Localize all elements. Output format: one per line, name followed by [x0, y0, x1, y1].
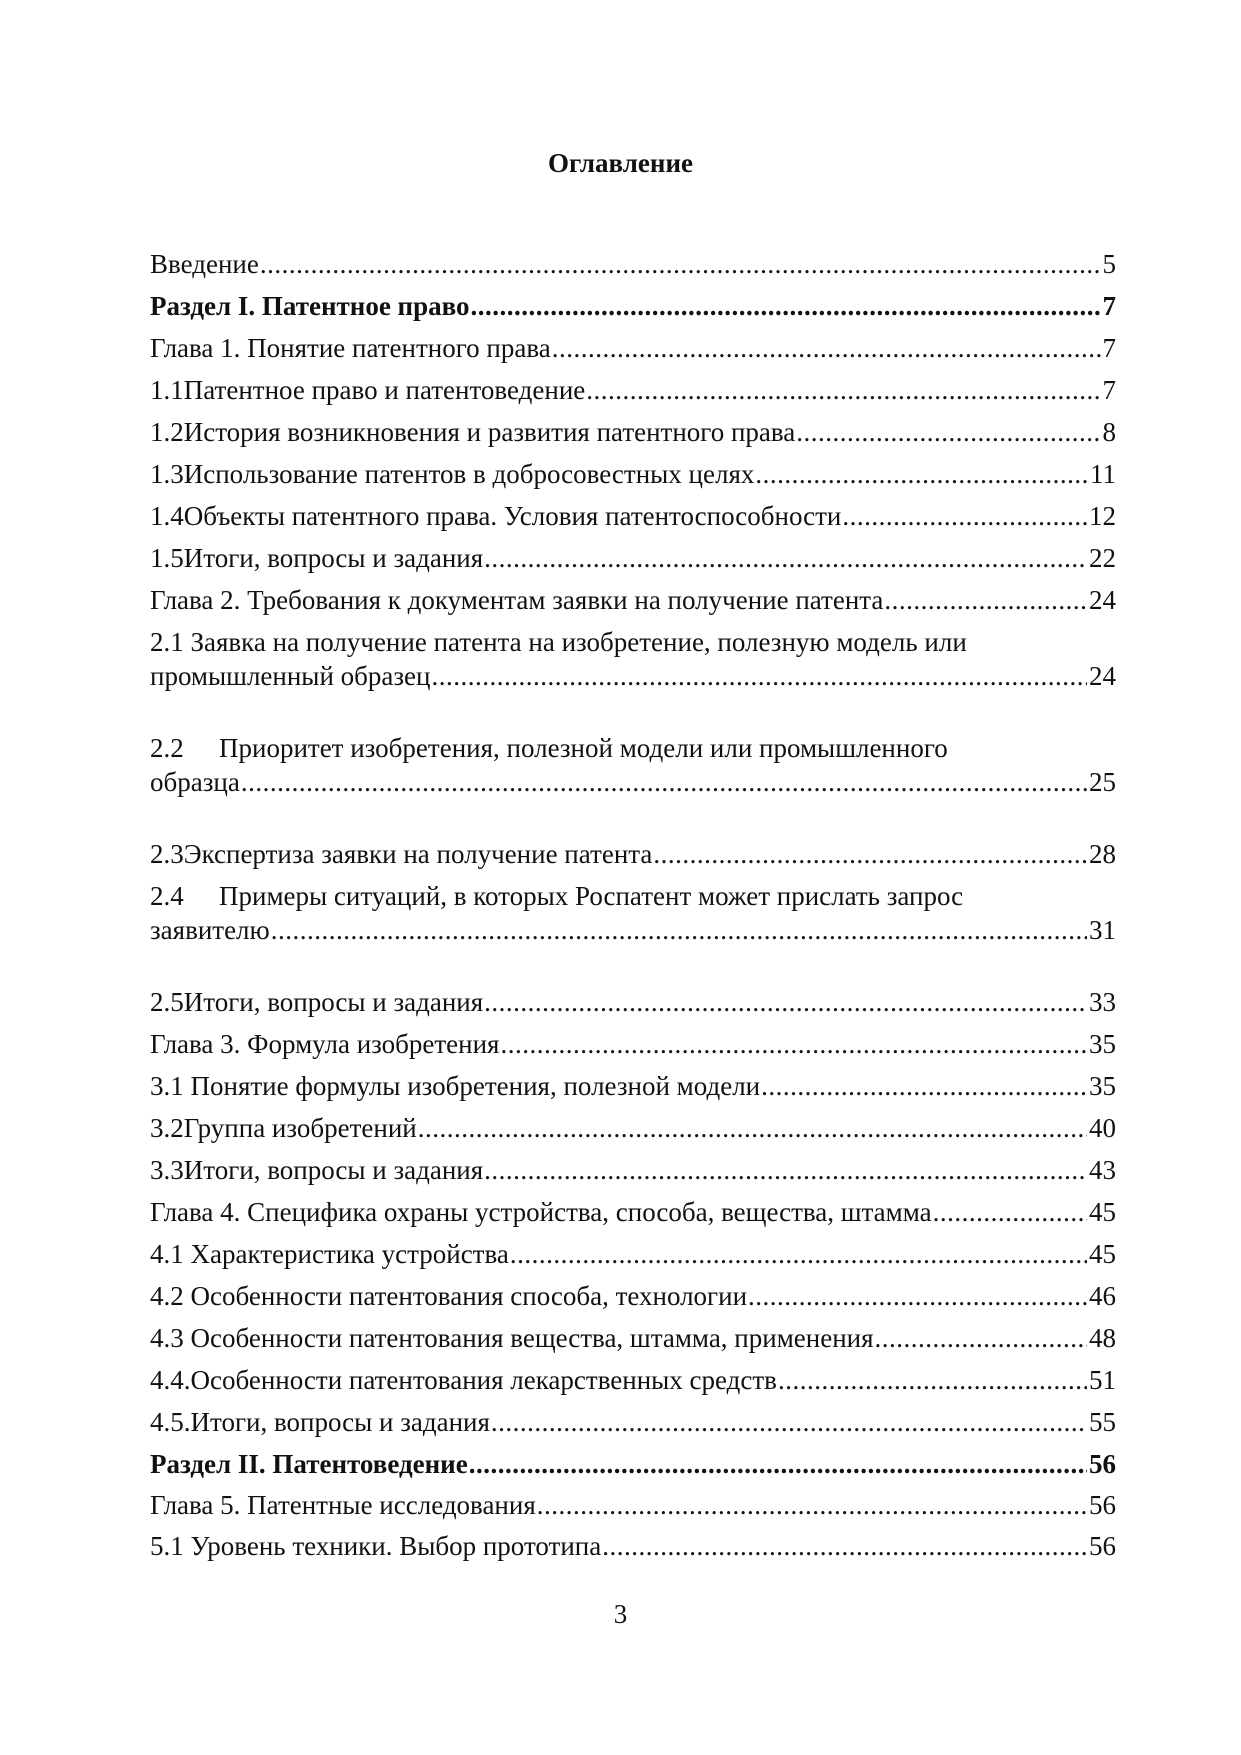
toc-entry	[150, 247, 1116, 281]
toc-entry-line	[150, 373, 1116, 407]
toc-entry-title: Группа изобретений	[183, 1113, 417, 1143]
toc-entry-second-line	[150, 659, 1116, 693]
toc-entry-page: 12	[1089, 501, 1116, 531]
toc-entry-page: 43	[1089, 1155, 1116, 1185]
toc-entry-leader	[537, 1488, 1087, 1522]
toc-entry-line	[150, 1363, 1116, 1397]
toc-entry-leader	[431, 659, 1087, 693]
toc-entry-line	[150, 415, 1116, 449]
toc-entry-leader	[552, 331, 1101, 365]
toc-entry	[150, 583, 1116, 617]
toc-entry-leader	[484, 541, 1087, 575]
toc-entry-page: 25	[1089, 767, 1116, 797]
toc-entry-title: Примеры ситуаций, в которых Роспатент может прислать запрос	[219, 881, 964, 911]
toc-entry-title: Глава 4. Специфика охраны устройства, способа, вещества, штамма	[150, 1197, 932, 1227]
toc-entry-number: 2.2	[150, 733, 184, 763]
toc-entry-page: 7	[1102, 291, 1116, 321]
toc-entry-number: 3.3	[150, 1155, 184, 1185]
toc-entry-leader	[471, 289, 1101, 323]
toc-entry-line	[150, 1027, 1116, 1061]
toc-entry-line	[150, 1488, 1116, 1522]
toc-entry-title: Использование патентов в добросовестных целях	[183, 459, 755, 489]
toc-entry-leader	[761, 1069, 1087, 1103]
toc-entry-title: Итоги, вопросы и задания	[183, 543, 484, 573]
toc-entry-page: 8	[1102, 417, 1116, 447]
toc-entry-leader	[241, 765, 1087, 799]
toc-entry	[150, 837, 1116, 871]
toc-entry-title: Глава 3. Формула изобретения	[150, 1029, 500, 1059]
toc-entry-title: 4.2 Особенности патентования способа, технологии	[150, 1281, 748, 1311]
toc-entry-leader	[510, 1237, 1087, 1271]
toc-entry-line	[150, 1405, 1116, 1439]
toc-entry-first-line	[150, 731, 1116, 765]
toc-entry-leader	[500, 1027, 1087, 1061]
toc-entry-number: 2.5	[150, 987, 184, 1017]
toc-entry-title: Глава 1. Понятие патентного права	[150, 333, 551, 363]
toc-entry	[150, 1069, 1116, 1103]
toc-entry-number: 1.1	[150, 375, 184, 405]
toc-entry-leader	[755, 457, 1088, 491]
toc-entry-line	[150, 1111, 1116, 1145]
page-number: 3	[613, 1599, 628, 1629]
toc-entry-title: Приоритет изобретения, полезной модели или промышленного	[219, 733, 948, 763]
toc-entry-title: Итоги, вопросы и задания	[183, 987, 484, 1017]
toc-entry-title: Раздел I. Патентное право	[150, 291, 470, 321]
toc-entry-leader	[469, 1447, 1087, 1481]
toc-entry-page: 55	[1089, 1407, 1116, 1437]
toc-entry	[150, 879, 1116, 947]
toc-entry	[150, 1195, 1116, 1229]
toc-entry-number: 1.5	[150, 543, 184, 573]
toc-entry-page: 45	[1089, 1197, 1116, 1227]
toc-entry-number: 4.4.	[150, 1365, 191, 1395]
toc-entry	[150, 331, 1116, 365]
toc-entry	[150, 1363, 1116, 1397]
toc-entry-page: 7	[1102, 375, 1116, 405]
toc-entry-line	[150, 1447, 1116, 1481]
toc-entry	[150, 1237, 1116, 1271]
toc-entry-line	[150, 985, 1116, 1019]
toc-entry-title: История возникновения и развития патентного права	[183, 417, 796, 447]
toc-entry-title: 2.1 Заявка на получение патента на изобретение, полезную модель или	[150, 627, 967, 657]
toc-entry	[150, 415, 1116, 449]
toc-entry-page: 45	[1089, 1239, 1116, 1269]
toc-entry-line	[150, 1069, 1116, 1103]
toc-entry-title: Итоги, вопросы и задания	[183, 1155, 484, 1185]
toc-entry-line	[150, 1195, 1116, 1229]
toc-entry-line	[150, 331, 1116, 365]
toc-entry	[150, 289, 1116, 323]
toc-entry-leader	[602, 1529, 1087, 1563]
toc-entry-leader	[748, 1279, 1087, 1313]
toc-entry-leader	[260, 247, 1101, 281]
toc-entry-title: Глава 2. Требования к документам заявки на получение патента	[150, 585, 884, 615]
toc-entry-title: Раздел II. Патентоведение	[150, 1449, 468, 1479]
toc-entry-title: Глава 5. Патентные исследования	[150, 1490, 536, 1520]
toc-entry-leader	[491, 1405, 1087, 1439]
toc-entry-title: 4.1 Характеристика устройства	[150, 1239, 509, 1269]
toc-entry-title-continuation: заявителю	[150, 915, 270, 945]
toc-entry	[150, 1447, 1116, 1481]
toc-entry-title: Введение	[150, 249, 259, 279]
toc-entry-number: 4.5.	[150, 1407, 191, 1437]
toc-entry-line	[150, 1321, 1116, 1355]
toc-entry-line	[150, 499, 1116, 533]
toc-entry-leader	[484, 1153, 1087, 1187]
toc-entry-page: 51	[1089, 1365, 1116, 1395]
toc-entry-page: 7	[1102, 333, 1116, 363]
toc-entry	[150, 1153, 1116, 1187]
toc-entry-line	[150, 1529, 1116, 1563]
toc-entry-line	[150, 1279, 1116, 1313]
toc-entry-leader	[933, 1195, 1087, 1229]
toc-entry-title: Экспертиза заявки на получение патента	[183, 839, 653, 869]
page-title: Оглавление	[548, 148, 693, 178]
toc-entry-title-continuation: промышленный образец	[150, 661, 431, 691]
toc-entry-number: 3.2	[150, 1113, 184, 1143]
toc-entry-leader	[875, 1321, 1087, 1355]
toc-entry-title: Итоги, вопросы и задания	[190, 1407, 490, 1437]
toc-entry-second-line	[150, 765, 1116, 799]
toc-entry-first-line	[150, 879, 1116, 913]
toc-entry	[150, 625, 1116, 693]
toc-entry-page: 22	[1089, 543, 1116, 573]
toc-entry	[150, 457, 1116, 491]
toc-entry-page: 46	[1089, 1281, 1116, 1311]
toc-entry-leader	[653, 837, 1087, 871]
toc-entry-page: 24	[1089, 585, 1116, 615]
toc-entry-line	[150, 289, 1116, 323]
toc-entry-first-line	[150, 625, 1116, 659]
toc-entry	[150, 1321, 1116, 1355]
toc-entry	[150, 985, 1116, 1019]
toc-entry-leader	[271, 913, 1087, 947]
toc-entry-page: 28	[1089, 839, 1116, 869]
toc-entry-leader	[796, 415, 1100, 449]
toc-entry	[150, 1027, 1116, 1061]
toc-entry	[150, 1488, 1116, 1522]
toc-entry	[150, 541, 1116, 575]
toc-entry-number: 2.3	[150, 839, 184, 869]
toc-entry-leader	[842, 499, 1087, 533]
toc-entry-page: 11	[1090, 459, 1116, 489]
toc-entry-second-line	[150, 913, 1116, 947]
toc-entry-number: 1.3	[150, 459, 184, 489]
toc-entry-title: 5.1 Уровень техники. Выбор прототипа	[150, 1531, 602, 1561]
toc-entry-line	[150, 541, 1116, 575]
toc-entry-number: 2.4	[150, 881, 184, 911]
toc-entry-page: 5	[1102, 249, 1116, 279]
toc-entry	[150, 1529, 1116, 1563]
toc-entry-page: 56	[1089, 1490, 1116, 1520]
toc-entry-page: 56	[1089, 1449, 1116, 1479]
toc-entry-page: 56	[1089, 1531, 1116, 1561]
toc-entry-page: 40	[1089, 1113, 1116, 1143]
toc-entry-title-continuation: образца	[150, 767, 240, 797]
toc-entry-number: 1.2	[150, 417, 184, 447]
toc-entry-leader	[884, 583, 1087, 617]
toc-entry-line	[150, 837, 1116, 871]
toc-entry	[150, 1111, 1116, 1145]
toc-entry-leader	[418, 1111, 1087, 1145]
toc-entry-title: 4.3 Особенности патентования вещества, штамма, применения	[150, 1323, 874, 1353]
toc-entry-line	[150, 583, 1116, 617]
toc-entry-page: 48	[1089, 1323, 1116, 1353]
toc-entry-title: Объекты патентного права. Условия патентоспособности	[183, 501, 842, 531]
toc-entry-title: Патентное право и патентоведение	[183, 375, 586, 405]
toc-entry	[150, 1405, 1116, 1439]
toc-entry-number: 1.4	[150, 501, 184, 531]
toc-entry-line	[150, 1153, 1116, 1187]
toc-entry-leader	[586, 373, 1100, 407]
toc-entry	[150, 499, 1116, 533]
toc-entry-line	[150, 1237, 1116, 1271]
toc-entry-line	[150, 457, 1116, 491]
toc-entry	[150, 373, 1116, 407]
toc-entry	[150, 1279, 1116, 1313]
toc-entry-page: 31	[1089, 915, 1116, 945]
toc-entry-line	[150, 247, 1116, 281]
toc-entry-title: 3.1 Понятие формулы изобретения, полезной модели	[150, 1071, 761, 1101]
toc-entry-page: 35	[1089, 1071, 1116, 1101]
toc-entry	[150, 731, 1116, 799]
toc-entry-title: Особенности патентования лекарственных средств	[190, 1365, 777, 1395]
toc-entry-page: 35	[1089, 1029, 1116, 1059]
toc-entry-leader	[778, 1363, 1087, 1397]
toc-entry-page: 33	[1089, 987, 1116, 1017]
toc-entry-leader	[484, 985, 1087, 1019]
toc-entry-page: 24	[1089, 661, 1116, 691]
table-of-contents	[150, 247, 1116, 1563]
